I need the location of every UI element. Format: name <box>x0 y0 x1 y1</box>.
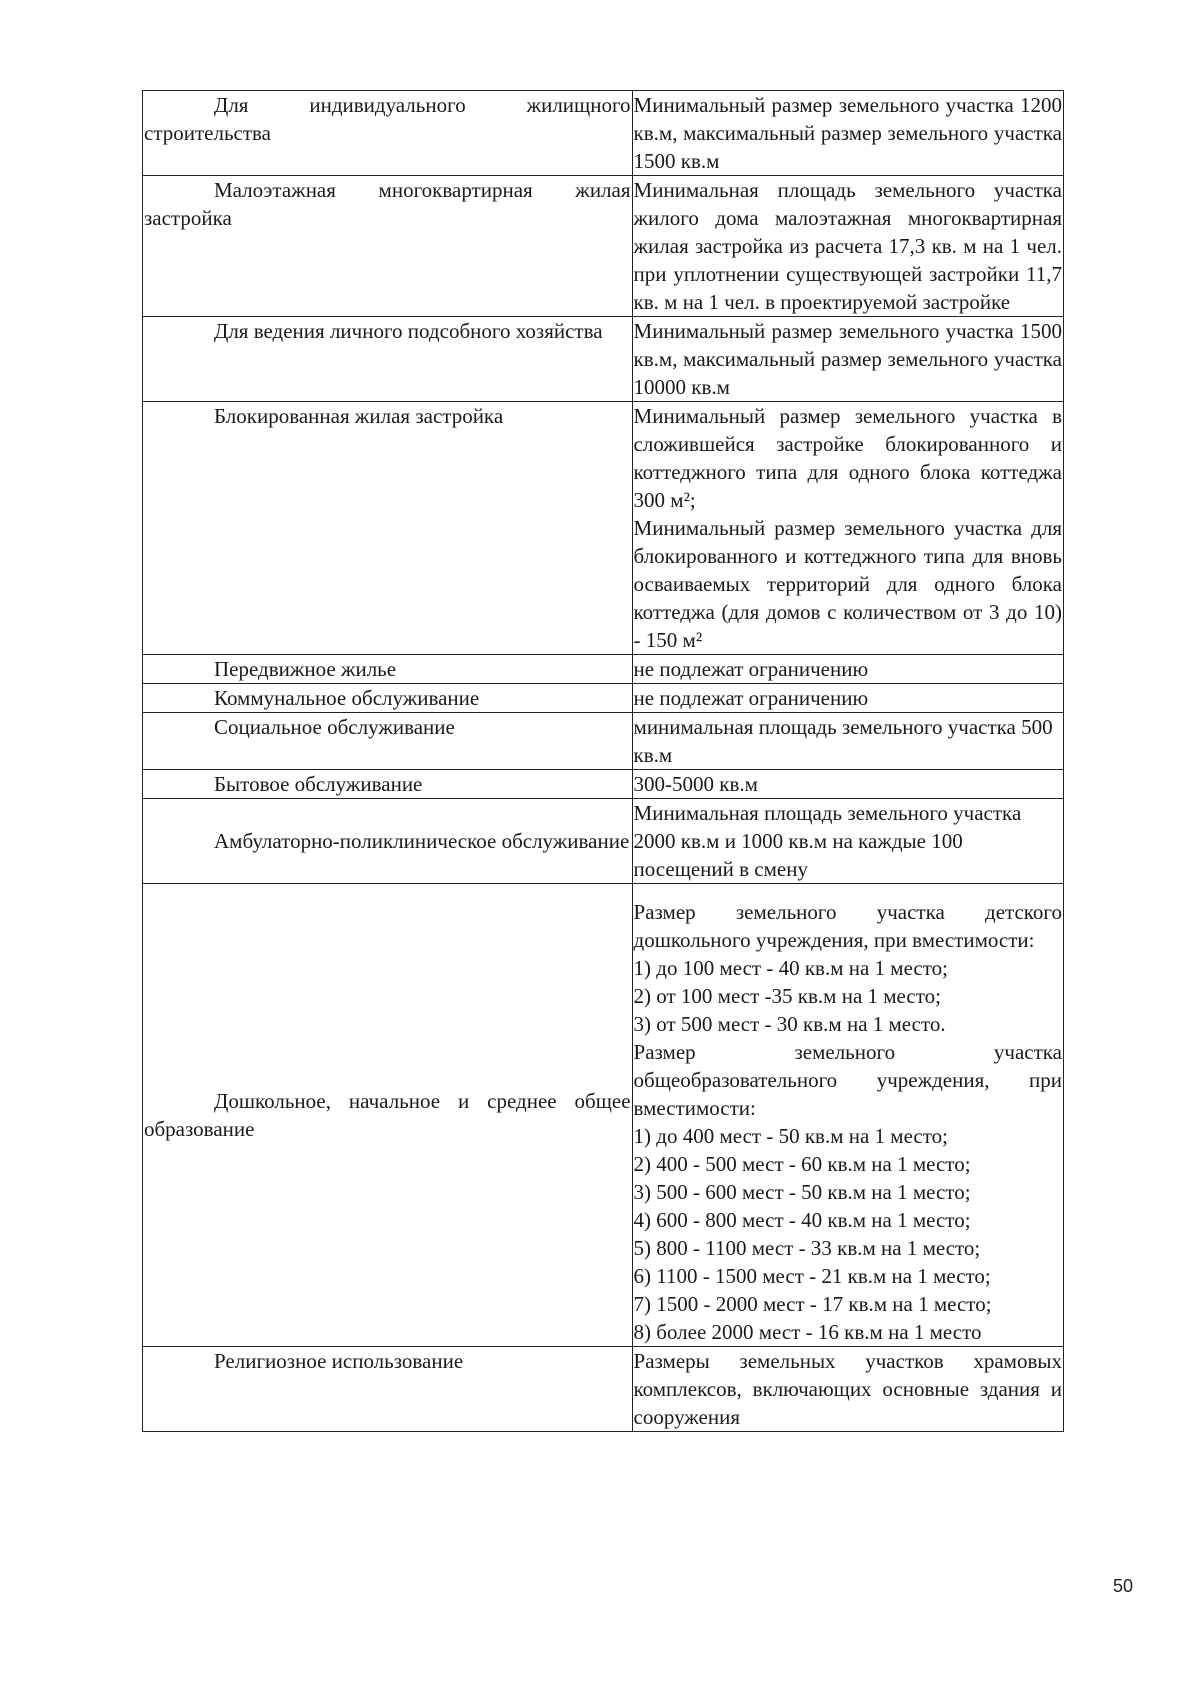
table-row <box>143 770 1064 799</box>
param-list-item: 7) 1500 - 2000 мест - 17 кв.м на 1 место; <box>633 1292 992 1316</box>
param-cell <box>632 770 1063 799</box>
use-cell: Для индивидуального жилищного строительства <box>143 91 633 176</box>
use-cell: Малоэтажная многоквартирная жилая застройка <box>143 176 633 317</box>
param-list-item: 8) более 2000 мест - 16 кв.м на 1 место <box>633 1320 982 1344</box>
param-cell <box>632 1347 1063 1432</box>
param-text: Размеры земельных участков храмовых комплексов, включающих основные здания и сооружения <box>633 1349 1062 1429</box>
page-number: 50 <box>1113 1576 1134 1596</box>
param-text: не подлежат ограничению <box>633 657 869 681</box>
param-cell <box>632 91 1063 176</box>
table-row <box>143 884 1064 1347</box>
use-cell: Для ведения личного подсобного хозяйства <box>143 317 633 402</box>
table-row <box>143 684 1064 713</box>
use-cell: Коммунальное обслуживание <box>143 684 633 713</box>
table-row <box>143 1347 1064 1432</box>
use-cell: Бытовое обслуживание <box>143 770 633 799</box>
param-text: не подлежат ограничению <box>633 686 869 710</box>
param-text: Минимальный размер земельного участка в сложившейся застройке блокированного и коттеджного типа для одного блока коттеджа 300 м²; <box>633 404 1062 512</box>
param-list-item: 3) от 500 мест - 30 кв.м на 1 место. <box>633 1012 946 1036</box>
table-row <box>143 91 1064 176</box>
table-row <box>143 317 1064 402</box>
table-row <box>143 176 1064 317</box>
param-list-item: 5) 800 - 1100 мест - 33 кв.м на 1 место; <box>633 1236 981 1260</box>
param-text: Минимальная площадь земельного участка 2000 кв.м и 1000 кв.м на каждые 100 посещений в смену <box>633 801 1022 881</box>
use-cell: Амбулаторно-поликлиническое обслуживание <box>143 799 633 884</box>
param-list-item: 4) 600 - 800 мест - 40 кв.м на 1 место; <box>633 1208 971 1232</box>
param-cell <box>632 317 1063 402</box>
use-cell: Религиозное использование <box>143 1347 633 1432</box>
param-text: Минимальный размер земельного участка 1500 кв.м, максимальный размер земельного участка 10000 кв.м <box>633 319 1062 399</box>
table-row <box>143 402 1064 655</box>
param-text: Размер земельного участка детского дошкольного учреждения, при вместимости: <box>633 900 1062 952</box>
param-text: Размер земельного участка общеобразовательного учреждения, при вместимости: <box>633 1040 1062 1120</box>
param-cell <box>632 684 1063 713</box>
param-text: минимальная площадь земельного участка 500 кв.м <box>633 715 1053 767</box>
use-cell: Социальное обслуживание <box>143 713 633 770</box>
param-list-item: 6) 1100 - 1500 мест - 21 кв.м на 1 место; <box>633 1264 991 1288</box>
use-cell: Дошкольное, начальное и среднее общее образование <box>143 884 633 1347</box>
param-list-item: 3) 500 - 600 мест - 50 кв.м на 1 место; <box>633 1180 971 1204</box>
param-list-item: 2) 400 - 500 мест - 60 кв.м на 1 место; <box>633 1152 971 1176</box>
param-cell <box>632 799 1063 884</box>
param-list-item: 2) от 100 мест -35 кв.м на 1 место; <box>633 984 941 1008</box>
param-list-item: 1) до 100 мест - 40 кв.м на 1 место; <box>633 956 948 980</box>
use-cell: Передвижное жилье <box>143 655 633 684</box>
param-cell <box>632 402 1063 655</box>
param-cell <box>632 176 1063 317</box>
param-text: Минимальный размер земельного участка для блокированного и коттеджного типа для вновь осваиваемых территорий для одного блока коттеджа (для домов с количеством от 3 до 10) - 150 м² <box>633 516 1062 652</box>
land-use-table <box>142 90 1064 1432</box>
table-row <box>143 713 1064 770</box>
param-cell <box>632 713 1063 770</box>
param-cell <box>632 655 1063 684</box>
param-text: 300-5000 кв.м <box>633 772 758 796</box>
table-row <box>143 799 1064 884</box>
param-text: Минимальная площадь земельного участка жилого дома малоэтажная многоквартирная жилая застройка из расчета 17,3 кв. м на 1 чел. при уплотнении существующей застройки 11,7 кв. м на 1 чел. в проектируемой застройке <box>633 178 1062 314</box>
param-text: Минимальный размер земельного участка 1200 кв.м, максимальный размер земельного участка 1500 кв.м <box>633 93 1062 173</box>
table-row <box>143 655 1064 684</box>
param-list-item: 1) до 400 мест - 50 кв.м на 1 место; <box>633 1124 948 1148</box>
use-cell: Блокированная жилая застройка <box>143 402 633 655</box>
param-cell <box>632 884 1063 1347</box>
